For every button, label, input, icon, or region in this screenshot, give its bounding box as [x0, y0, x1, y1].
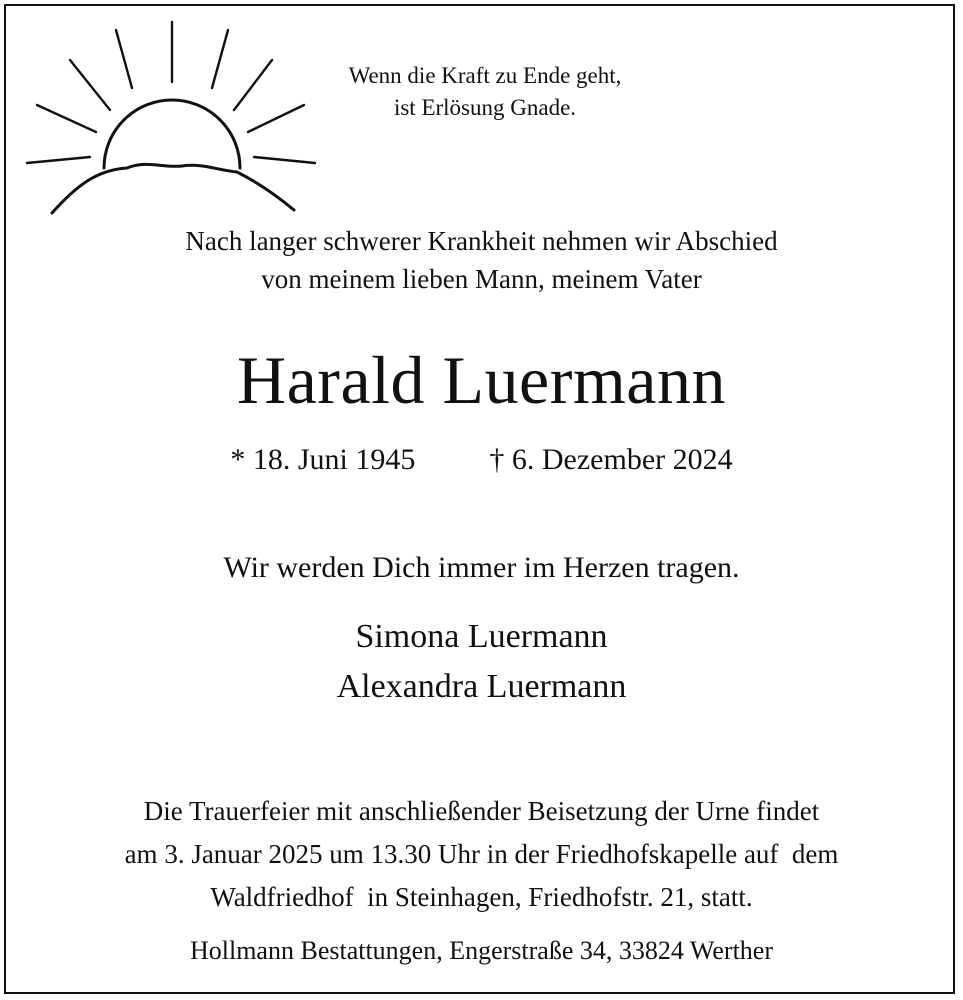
- intro-line-2: von meinem lieben Mann, meinem Vater: [261, 264, 702, 294]
- service-line-1: Die Trauerfeier mit anschließender Beisetzung der Urne findet: [143, 796, 820, 826]
- undertaker-info: Hollmann Bestattungen, Engerstraße 34, 33824 Werther: [189, 936, 773, 965]
- service-line-3: Waldfriedhof in Steinhagen, Friedhofstr. 21, statt.: [210, 882, 753, 912]
- intro-text: [0, 222, 963, 298]
- life-dates: [0, 440, 963, 480]
- mourner-name: Alexandra Luermann: [336, 668, 627, 705]
- deceased-name: Harald Luermann: [237, 342, 726, 418]
- death-date: † 6. Dezember 2024: [489, 443, 733, 476]
- memorial-quote: Wir werden Dich immer im Herzen tragen.: [223, 551, 740, 584]
- service-details: [0, 790, 963, 919]
- service-line-2: am 3. Januar 2025 um 13.30 Uhr in der Friedhofskapelle auf dem: [124, 839, 839, 869]
- motto-line-2: ist Erlösung Gnade.: [393, 95, 577, 120]
- intro-line-1: Nach langer schwerer Krankheit nehmen wir Abschied: [185, 226, 778, 256]
- mourner-name: Simona Luermann: [355, 618, 608, 655]
- motto: [290, 60, 680, 124]
- rising-sun-icon: [22, 20, 322, 220]
- mourners-list: [0, 612, 963, 712]
- motto-line-1: Wenn die Kraft zu Ende geht,: [348, 63, 622, 88]
- birth-date: * 18. Juni 1945: [230, 443, 416, 476]
